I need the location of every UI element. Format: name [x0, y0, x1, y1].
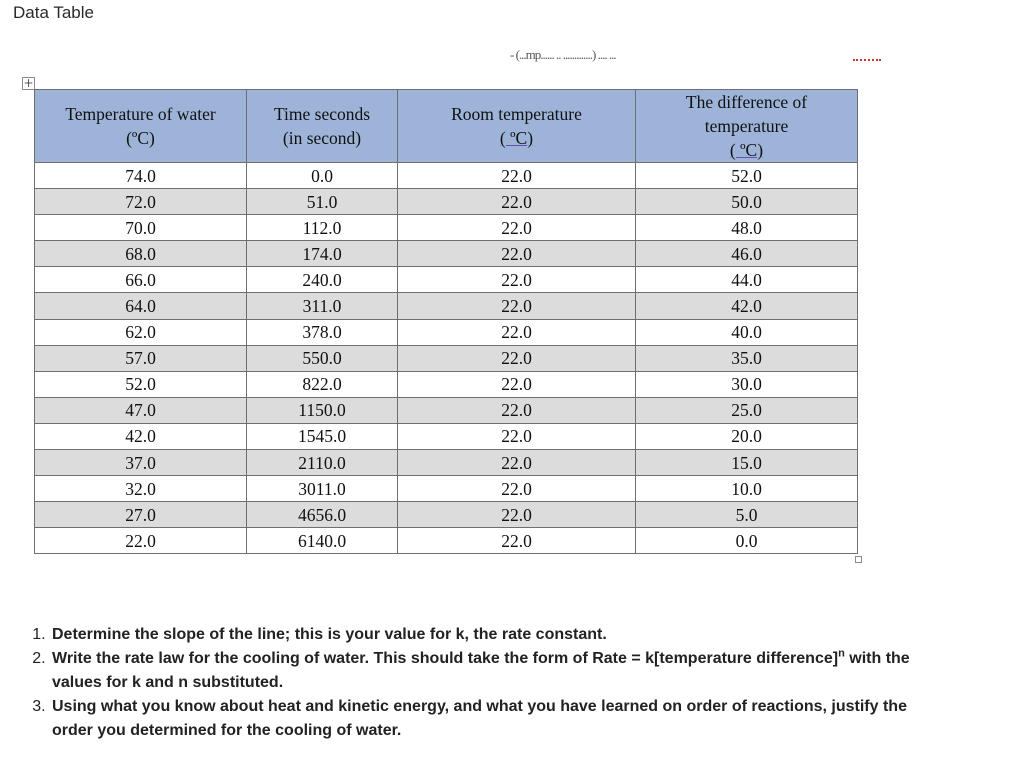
table-header-row [35, 90, 858, 163]
table-row [35, 241, 858, 267]
water-temp-cell: 66.0 [35, 267, 247, 293]
room-temp-cell: 22.0 [398, 476, 636, 502]
question-list [26, 623, 950, 743]
room-temp-cell: 22.0 [398, 345, 636, 371]
temp-difference-cell: 50.0 [636, 189, 858, 215]
room-temp-cell: 22.0 [398, 528, 636, 554]
water-temp-cell: 32.0 [35, 476, 247, 502]
header-fragment: - (...mp...... .. .............) .... ... [510, 47, 616, 62]
room-temp-cell: 22.0 [398, 293, 636, 319]
water-temp-cell: 47.0 [35, 397, 247, 423]
temp-difference-cell: 20.0 [636, 423, 858, 449]
question-item: 2. Write the rate law for the cooling of water. This should take the form of Rate = k[temperature difference]$^n$ with the values for k and n substituted. [50, 647, 950, 695]
table-row [35, 163, 858, 189]
room-temp-cell: 22.0 [398, 397, 636, 423]
table-resize-handle[interactable] [855, 556, 862, 563]
temp-difference-cell: 48.0 [636, 215, 858, 241]
table-row [35, 528, 858, 554]
table-row [35, 371, 858, 397]
water-temp-cell: 72.0 [35, 189, 247, 215]
table-move-handle-icon[interactable]: + [23, 76, 34, 90]
time-cell: 51.0 [247, 189, 398, 215]
temp-difference-cell: 35.0 [636, 345, 858, 371]
water-temp-cell: 64.0 [35, 293, 247, 319]
table-row [35, 215, 858, 241]
water-temp-cell: 57.0 [35, 345, 247, 371]
table-row [35, 423, 858, 449]
time-cell: 822.0 [247, 371, 398, 397]
time-cell: 4656.0 [247, 502, 398, 528]
room-temp-cell: 22.0 [398, 450, 636, 476]
water-temp-cell: 70.0 [35, 215, 247, 241]
water-temp-cell: 42.0 [35, 423, 247, 449]
temp-difference-cell: 25.0 [636, 397, 858, 423]
time-cell: 240.0 [247, 267, 398, 293]
room-temp-cell: 22.0 [398, 189, 636, 215]
time-cell: 2110.0 [247, 450, 398, 476]
time-cell: 378.0 [247, 319, 398, 345]
time-cell: 3011.0 [247, 476, 398, 502]
temp-difference-cell: 10.0 [636, 476, 858, 502]
temp-difference-cell: 30.0 [636, 371, 858, 397]
table-row [35, 345, 858, 371]
room-temp-cell: 22.0 [398, 371, 636, 397]
time-cell: 311.0 [247, 293, 398, 319]
question-item: 1. Determine the slope of the line; this is your value for k, the rate constant. [50, 623, 950, 647]
temp-difference-cell: 15.0 [636, 450, 858, 476]
room-temp-cell: 22.0 [398, 502, 636, 528]
header-time: Time seconds (in second) [247, 90, 398, 163]
table-row [35, 293, 858, 319]
water-temp-cell: 27.0 [35, 502, 247, 528]
table-row [35, 502, 858, 528]
data-table [34, 89, 858, 554]
water-temp-cell: 52.0 [35, 371, 247, 397]
header-temp-difference: The difference of temperature ( ºC) [636, 90, 858, 163]
water-temp-cell: 74.0 [35, 163, 247, 189]
temp-difference-cell: 40.0 [636, 319, 858, 345]
time-cell: 0.0 [247, 163, 398, 189]
header-water-temp: Temperature of water (ºC) [35, 90, 247, 163]
room-temp-cell: 22.0 [398, 163, 636, 189]
temp-difference-cell: 44.0 [636, 267, 858, 293]
table-row [35, 189, 858, 215]
table-row [35, 319, 858, 345]
water-temp-cell: 22.0 [35, 528, 247, 554]
room-temp-cell: 22.0 [398, 423, 636, 449]
room-temp-cell: 22.0 [398, 319, 636, 345]
temp-difference-cell: 46.0 [636, 241, 858, 267]
time-cell: 550.0 [247, 345, 398, 371]
water-temp-cell: 68.0 [35, 241, 247, 267]
time-cell: 1545.0 [247, 423, 398, 449]
temp-difference-cell: 5.0 [636, 502, 858, 528]
table-row [35, 397, 858, 423]
room-temp-cell: 22.0 [398, 215, 636, 241]
temp-difference-cell: 0.0 [636, 528, 858, 554]
page-title: Data Table [13, 3, 94, 22]
question-item: 3. Using what you know about heat and kinetic energy, and what you have learned on order of reactions, justify the order you determined for the cooling of water. [50, 695, 950, 743]
time-cell: 174.0 [247, 241, 398, 267]
water-temp-cell: 62.0 [35, 319, 247, 345]
table-row [35, 450, 858, 476]
table-row [35, 476, 858, 502]
temp-difference-cell: 52.0 [636, 163, 858, 189]
temp-difference-cell: 42.0 [636, 293, 858, 319]
header-room-temp: Room temperature ( ºC) [398, 90, 636, 163]
time-cell: 1150.0 [247, 397, 398, 423]
table-row [35, 267, 858, 293]
time-cell: 112.0 [247, 215, 398, 241]
water-temp-cell: 37.0 [35, 450, 247, 476]
spellcheck-mark [853, 55, 881, 61]
room-temp-cell: 22.0 [398, 241, 636, 267]
room-temp-cell: 22.0 [398, 267, 636, 293]
time-cell: 6140.0 [247, 528, 398, 554]
